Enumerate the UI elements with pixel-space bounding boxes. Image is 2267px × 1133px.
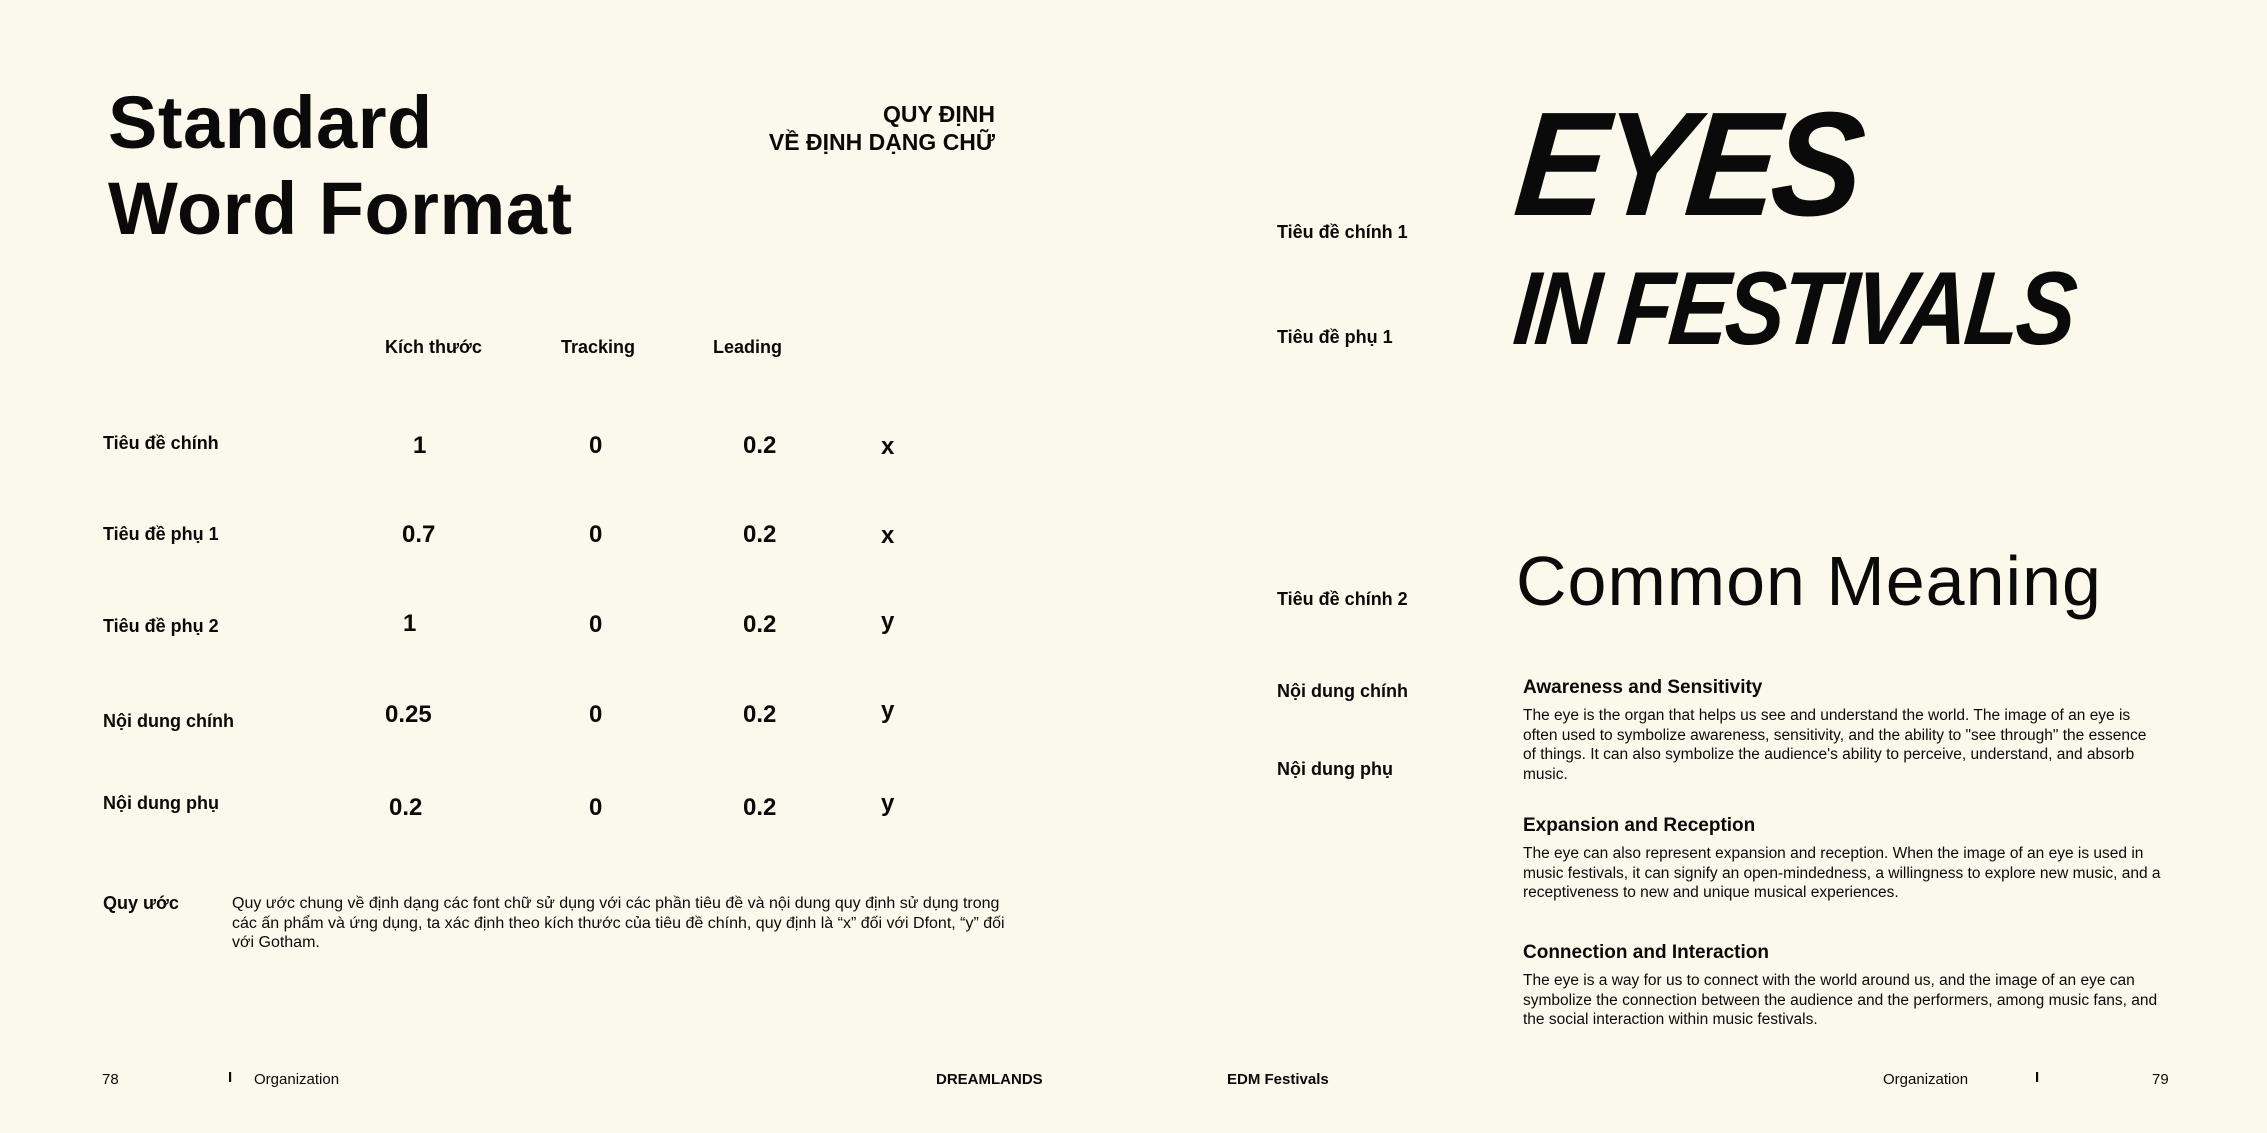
cell-leading: 0.2 bbox=[743, 611, 777, 638]
cell-size: 1 bbox=[403, 610, 417, 637]
section-heading: Expansion and Reception bbox=[1523, 815, 1756, 836]
page-subtitle bbox=[769, 100, 995, 156]
note-label: Quy ước bbox=[103, 893, 179, 913]
cell-size: 0.25 bbox=[385, 701, 432, 728]
cell-tracking: 0 bbox=[589, 611, 603, 638]
footer-separator-right: I bbox=[2035, 1069, 2040, 1086]
cell-leading: 0.2 bbox=[743, 794, 777, 821]
page-title bbox=[108, 80, 573, 252]
section-text: The eye is the organ that helps us see and understand the world. The image of an eye is often used to symbolize awareness, sensitivity, and the ability to "see through" the essence of things. It can also symbolize the audience's ability to perceive, understand, and absorb music. bbox=[1523, 707, 2147, 783]
column-header-leading: Leading bbox=[713, 337, 783, 357]
cell-size: 0.2 bbox=[389, 794, 423, 821]
common-meaning-title: Common Meaning bbox=[1516, 542, 2102, 620]
row-label: Tiêu đề phụ 1 bbox=[103, 524, 219, 544]
page-subtitle-line-1: QUY ĐỊNH bbox=[882, 101, 995, 127]
section-heading: Awareness and Sensitivity bbox=[1523, 677, 1763, 698]
section-text: The eye is a way for us to connect with the world around us, and the image of an eye can symbolize the connection between the audience and the performers, among music fans, and the social interaction within music festivals. bbox=[1523, 972, 2158, 1028]
cell-leading: 0.2 bbox=[743, 521, 777, 548]
label-body-sub: Nội dung phụ bbox=[1277, 759, 1393, 779]
cell-tracking: 0 bbox=[589, 432, 603, 459]
page-number-left: 78 bbox=[102, 1071, 119, 1088]
cell-tracking: 0 bbox=[589, 521, 603, 548]
footer-brand-right: EDM Festivals bbox=[1227, 1071, 1329, 1088]
cell-tracking: 0 bbox=[589, 701, 603, 728]
section-heading: Connection and Interaction bbox=[1523, 942, 1769, 963]
cell-tracking: 0 bbox=[589, 794, 603, 821]
row-label: Nội dung chính bbox=[103, 711, 234, 731]
column-header-tracking: Tracking bbox=[561, 337, 636, 357]
section-text: The eye can also represent expansion and reception. When the image of an eye is used in music festivals, it can signify an open-mindedness, a willingness to explore new music, and a receptiveness to new and unique musical experiences. bbox=[1523, 845, 2161, 901]
cell-font: y bbox=[881, 608, 895, 635]
cell-font: x bbox=[881, 522, 895, 549]
label-main-title-2: Tiêu đề chính 2 bbox=[1277, 589, 1408, 609]
row-label: Tiêu đề chính bbox=[103, 433, 219, 453]
note-text: Quy ước chung về định dạng các font chữ sử dụng với các phần tiêu đề và nội dung quy định sử dụng trong các ấn phẩm và ứng dụng, ta xác định theo kích thước của tiêu đề chính, quy định là “x” đối với Dfont, “y” đối với Gotham. bbox=[232, 895, 1005, 951]
footer-section-right: Organization bbox=[1883, 1071, 1969, 1088]
footer-section-left: Organization bbox=[254, 1071, 340, 1088]
cell-font: y bbox=[881, 790, 895, 817]
cell-size: 1 bbox=[413, 432, 427, 459]
brush-title-festivals: IN FESTIVALS bbox=[1509, 251, 2079, 367]
cell-font: y bbox=[881, 697, 895, 724]
footer-brand-left: DREAMLANDS bbox=[936, 1071, 1043, 1088]
page-number-right: 79 bbox=[2152, 1071, 2169, 1088]
cell-leading: 0.2 bbox=[743, 432, 777, 459]
cell-leading: 0.2 bbox=[743, 701, 777, 728]
brush-title-eyes: EYES bbox=[1508, 82, 1866, 247]
label-body-main: Nội dung chính bbox=[1277, 681, 1408, 701]
label-main-title-1: Tiêu đề chính 1 bbox=[1277, 222, 1408, 242]
page-subtitle-line-2: VỀ ĐỊNH DẠNG CHỮ bbox=[768, 129, 995, 155]
row-label: Nội dung phụ bbox=[103, 793, 219, 813]
column-header-size: Kích thước bbox=[385, 337, 482, 357]
cell-size: 0.7 bbox=[402, 521, 436, 548]
footer-separator-left: I bbox=[228, 1069, 233, 1086]
row-label: Tiêu đề phụ 2 bbox=[103, 616, 219, 636]
page-title-line-2: Word Format bbox=[108, 167, 573, 250]
page-title-line-1: Standard bbox=[108, 81, 433, 164]
label-subtitle-1: Tiêu đề phụ 1 bbox=[1277, 327, 1393, 347]
cell-font: x bbox=[881, 433, 895, 460]
